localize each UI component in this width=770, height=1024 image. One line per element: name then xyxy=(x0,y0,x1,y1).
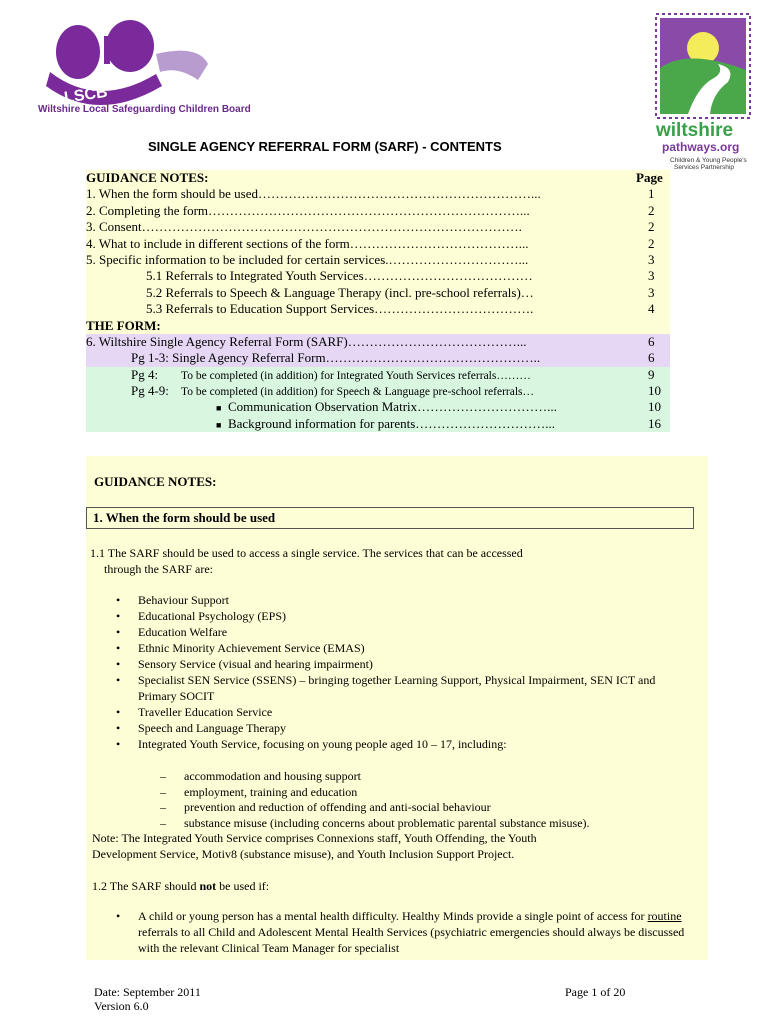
list-item: • Speech and Language Therapy xyxy=(114,720,686,736)
toc-row[interactable] xyxy=(86,301,670,317)
toc-item-label: Pg 4-9: xyxy=(131,383,169,399)
toc-item-text: 1. When the form should be used………………………………………………………... xyxy=(86,186,541,202)
toc-item-page: 2 xyxy=(648,202,655,218)
section-1-heading-box xyxy=(86,507,694,529)
contents-table xyxy=(86,170,670,432)
guidance-heading: GUIDANCE NOTES: xyxy=(94,474,217,489)
toc-form-heading-row xyxy=(86,318,670,334)
paragraph-1-2-text: 1.2 The SARF should xyxy=(92,879,200,893)
wp-logo-word2: pathways.org xyxy=(662,140,740,154)
paragraph-1-2 xyxy=(92,878,702,894)
not-used-underline: routine xyxy=(647,909,682,923)
toc-item-page: 4 xyxy=(648,301,655,317)
services-list xyxy=(114,592,686,752)
toc-row[interactable] xyxy=(86,334,670,350)
footer-page-number: Page 1 of 20 xyxy=(565,985,626,999)
toc-row[interactable] xyxy=(86,186,670,202)
toc-item-page: 10 xyxy=(648,383,661,399)
toc-item-text: 2. Completing the form………………………………………………………………... xyxy=(86,202,530,218)
youth-service-list xyxy=(160,769,700,831)
toc-row[interactable] xyxy=(86,367,670,383)
square-bullet-icon: ■ xyxy=(216,419,222,430)
not-used-text: A child or young person has a mental health difficulty. Healthy Minds provide a single point of access for xyxy=(138,909,648,923)
paragraph-1-1-line1: 1.1 The SARF should be used to access a single service. The services that can be accessed xyxy=(90,546,523,560)
wp-logo-word1: wiltshire xyxy=(656,120,734,141)
toc-item-text xyxy=(86,383,646,399)
toc-item-desc: To be completed (in addition) for Integrated Youth Services referrals……… xyxy=(181,369,531,382)
toc-item-text: 5.1 Referrals to Integrated Youth Services………………………………… xyxy=(146,268,533,284)
footer-left xyxy=(94,985,201,1013)
paragraph-1-1-line2: through the SARF are: xyxy=(104,562,213,576)
toc-item-text xyxy=(86,416,646,432)
document-title: SINGLE AGENCY REFERRAL FORM (SARF) - CONTENTS xyxy=(148,139,502,154)
wiltshire-pathways-logo xyxy=(648,8,766,178)
paragraph-1-1 xyxy=(90,545,700,577)
toc-item-text xyxy=(86,399,646,415)
toc-item-text: 5.2 Referrals to Speech & Language Therapy (incl. pre-school referrals)… xyxy=(146,284,534,300)
list-item xyxy=(114,908,692,956)
toc-item-page: 10 xyxy=(648,399,661,415)
list-item: – prevention and reduction of offending and anti-social behaviour xyxy=(160,800,700,816)
toc-item-page: 9 xyxy=(648,366,655,382)
toc-row[interactable] xyxy=(86,203,670,219)
footer-version: Version 6.0 xyxy=(94,999,149,1013)
toc-row[interactable] xyxy=(86,268,670,284)
toc-row[interactable] xyxy=(86,285,670,301)
list-item: – employment, training and education xyxy=(160,785,700,801)
toc-item-text: 4. What to include in different sections of the form…………………………………... xyxy=(86,235,529,251)
toc-row[interactable] xyxy=(86,236,670,252)
list-item: • Traveller Education Service xyxy=(114,704,686,720)
toc-item-desc: To be completed (in addition) for Speech & Language pre-school referrals… xyxy=(181,386,535,399)
wp-logo-tag2: Services Partnership xyxy=(674,164,734,171)
toc-item-desc: Background information for parents…………………………... xyxy=(227,415,556,431)
paragraph-1-2-text-end: be used if: xyxy=(216,879,270,893)
toc-item-text: 5. Specific information to be included for certain services.…………………………... xyxy=(86,251,529,267)
lscb-logo-text: LSCB xyxy=(63,83,109,107)
toc-item-page: 3 xyxy=(648,284,655,300)
toc-item-text: Pg 1-3: Single Agency Referral Form………………………………………….. xyxy=(131,350,541,366)
toc-item-desc: Communication Observation Matrix…………………………... xyxy=(227,399,557,415)
section-1-heading: 1. When the form should be used xyxy=(93,510,276,525)
note-line2: Development Service, Motiv8 (substance misuse), and Youth Inclusion Support Project. xyxy=(92,847,515,861)
list-item: • Educational Psychology (EPS) xyxy=(114,608,686,624)
toc-item-page: 2 xyxy=(648,235,655,251)
toc-item-page: 6 xyxy=(648,350,655,366)
not-used-text-end: referrals to all Child and Adolescent Mental Health Services (psychiatric emergencies should always be discussed with the relevant Clinical Team Manager for specialist xyxy=(138,925,685,955)
not-used-list xyxy=(114,908,692,956)
toc-form-heading: THE FORM: xyxy=(86,317,161,333)
toc-row[interactable] xyxy=(86,383,670,399)
square-bullet-icon: ■ xyxy=(216,403,222,414)
toc-item-label: Pg 4: xyxy=(131,366,159,382)
toc-item-page: 3 xyxy=(648,251,655,267)
toc-item-text: 5.3 Referrals to Education Support Services………………………………. xyxy=(146,301,534,317)
toc-item-page: 16 xyxy=(648,415,661,431)
toc-row[interactable] xyxy=(86,252,670,268)
list-item: • Ethnic Minority Achievement Service (EMAS) xyxy=(114,640,686,656)
paragraph-1-2-emphasis: not xyxy=(199,879,217,893)
footer-date: Date: September 2011 xyxy=(94,985,201,999)
list-item: • Behaviour Support xyxy=(114,592,686,608)
youth-service-note xyxy=(92,830,702,862)
toc-guidance-heading: GUIDANCE NOTES: xyxy=(86,170,209,185)
toc-row[interactable] xyxy=(86,399,670,415)
toc-page-heading: Page xyxy=(636,170,663,185)
toc-item-page: 2 xyxy=(648,219,655,235)
toc-item-page: 3 xyxy=(648,268,655,284)
toc-item-page: 1 xyxy=(648,186,655,202)
toc-row[interactable] xyxy=(86,416,670,432)
list-item: • Sensory Service (visual and hearing impairment) xyxy=(114,656,686,672)
toc-item-text: 3. Consent……………………………………………………………………………. xyxy=(86,219,522,235)
toc-item-text xyxy=(86,367,646,383)
toc-item-page: 6 xyxy=(648,333,655,349)
wp-logo-tag1: Children & Young People's xyxy=(670,157,747,164)
toc-guidance-heading-row xyxy=(86,170,670,186)
toc-row[interactable] xyxy=(86,350,670,366)
list-item: • Integrated Youth Service, focusing on young people aged 10 – 17, including: xyxy=(114,736,686,752)
list-item: – accommodation and housing support xyxy=(160,769,700,785)
list-item: • Education Welfare xyxy=(114,624,686,640)
toc-item-text: 6. Wiltshire Single Agency Referral Form (SARF)…………………………………... xyxy=(86,333,527,349)
list-item: – substance misuse (including concerns about problematic parental substance misuse). xyxy=(160,816,700,832)
list-item: • Specialist SEN Service (SSENS) – bringing together Learning Support, Physical Impairment, SEN ICT and Primary SOCIT xyxy=(114,672,686,704)
lscb-subtitle: Wiltshire Local Safeguarding Children Board xyxy=(38,104,251,115)
note-line1: Note: The Integrated Youth Service comprises Connexions staff, Youth Offending, the Youth xyxy=(92,831,537,845)
toc-row[interactable] xyxy=(86,219,670,235)
